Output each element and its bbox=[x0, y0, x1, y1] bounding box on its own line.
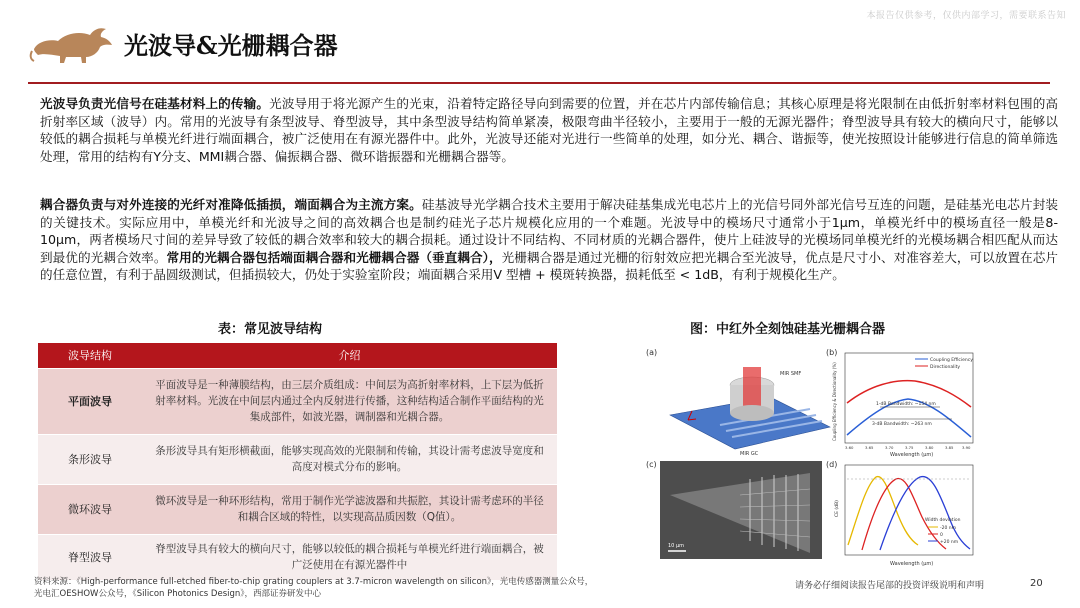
footer-source: 资料来源：《High-performance full-etched fiber-to-chip grating couplers at 3.7-micron wavelength on silicon》，光电传感器测量公众号，光电汇OESHOW公众号，《Silicon Photonics Design》，西部证券研发中心 bbox=[34, 577, 594, 599]
table-cell-name: 条形波导 bbox=[38, 434, 142, 484]
b-xtick: 3.75 bbox=[905, 445, 914, 450]
d-legend-item: +20 nm bbox=[940, 540, 959, 545]
b-xtick: 3.65 bbox=[865, 445, 874, 450]
bw1-label: 1-dB Bandwidth: ~154 nm bbox=[876, 402, 936, 407]
panel-d bbox=[826, 460, 973, 567]
page-number: 20 bbox=[1030, 578, 1043, 589]
grating-coupler-figure bbox=[640, 345, 985, 567]
figure-graphic bbox=[640, 345, 985, 567]
panel-a bbox=[646, 348, 830, 457]
panel-b-label: (b) bbox=[826, 348, 838, 357]
paragraph-coupler bbox=[40, 196, 1058, 284]
d-legend-item: 0 bbox=[940, 533, 943, 538]
table-cell-name: 微环波导 bbox=[38, 484, 142, 534]
paragraph-body: 硅基波导光学耦合技术主要用于解决硅基集成光电芯片上的光信号同外部光信号互连的问题，是硅基光电芯片封装的关键技术。实际应用中，单模光纤和光波导之间的高效耦合也是制约硅光子芯片规模化应用的一个难题。光波导中的模场尺寸通常小于1μm，单模光纤中的模场直径一般是8-10μm，两者模场尺寸间的差异导致了较低的耦合效率和较大的耦合损耗。通过设计不同结构、不同材质的光耦合器件，使片上硅波导的光模场同单模光纤的光模场耦合相匹配从而达到最优的光耦合效率。 bbox=[40, 197, 1059, 265]
waveguide-table bbox=[38, 343, 557, 580]
table-row bbox=[38, 434, 557, 484]
bull-logo-icon bbox=[28, 19, 116, 67]
paragraph-lead: 耦合器负责与对外连接的光纤对准降低插损，端面耦合为主流方案。 bbox=[40, 197, 422, 212]
paragraph-lead: 光波导负责光信号在硅基材料上的传输。 bbox=[40, 96, 270, 111]
paragraph-body-secondary: 光栅耦合器是通过光栅的衍射效应把光耦合至光波导，优点是尺寸小、对准容差大，可以放置在芯片的任意位置，有利于晶圆级测试，但插损较大，仍处于实验室阶段；端面耦合采用V 型槽 + 模斑转换器，损耗低至 < 1dB，有利于规模化生产。 bbox=[40, 249, 1059, 283]
panel-c-label: (c) bbox=[646, 460, 657, 469]
b-xtick: 3.80 bbox=[925, 445, 934, 450]
b-xlabel: Wavelength (μm) bbox=[890, 452, 934, 458]
table-cell-desc: 脊型波导具有较大的横向尺寸，能够以较低的耦合损耗与单模光纤进行端面耦合，被广泛使用在有源光器件中 bbox=[142, 534, 557, 580]
table-row bbox=[38, 484, 557, 534]
table-row bbox=[38, 534, 557, 580]
panel-d-label: (d) bbox=[826, 460, 838, 469]
b-xtick: 3.60 bbox=[845, 445, 854, 450]
d-legend-item: -20 nm bbox=[940, 526, 957, 531]
table-cell-desc: 条形波导具有矩形横截面，能够实现高效的光限制和传输，其设计需考虑波导宽度和高度对模式分布的影响。 bbox=[142, 434, 557, 484]
table-cell-name: 平面波导 bbox=[38, 368, 142, 434]
legend-b2: Directionality bbox=[930, 365, 961, 370]
table-cell-desc: 平面波导是一种薄膜结构，由三层介质组成：中间层为高折射率材料，上下层为低折射率材料。光波在中间层内通过全内反射进行传播，这种结构适合制作平面结构的光集成部件，如波光器，调制器和光耦合器。 bbox=[142, 368, 557, 434]
table-cell-desc: 微环波导是一种环形结构，常用于制作光学滤波器和共振腔，其设计需考虑环的半径和耦合区域的特性，以实现高品质因数（Q值）。 bbox=[142, 484, 557, 534]
table-header-cell: 波导结构 bbox=[38, 343, 142, 368]
table-cell-name: 脊型波导 bbox=[38, 534, 142, 580]
figure-caption: 图：中红外全刻蚀硅基光栅耦合器 bbox=[690, 322, 886, 337]
panel-c bbox=[646, 460, 822, 559]
footer-disclaimer: 请务必仔细阅读报告尾部的投资评级说明和声明 bbox=[795, 581, 985, 591]
d-xlabel: Wavelength (μm) bbox=[890, 561, 934, 567]
page-title: 光波导&光栅耦合器 bbox=[124, 30, 338, 60]
table-header-cell: 介绍 bbox=[142, 343, 557, 368]
paragraph-body: 光波导用于将光源产生的光束，沿着特定路径导向到需要的位置，并在芯片内部传输信息；其核心原理是将光限制在由低折射率材料包围的高折射率区域（波导）内。常用的光波导有条型波导、脊型波导，其中条型波导结构简单紧凑，极限弯曲半径较小，主要用于一般的无源光器件；脊型波导具有较大的横向尺寸，能够以较低的耦合损耗与单模光纤进行端面耦合，被广泛使用在有源光器件中。此外，光波导还能对光进行一些简单的处理，如分光、耦合、谐振等，使光按照设计能够进行信息的简单筛选处理，常用的结构有Y分支、MMI耦合器、偏振耦合器、微环谐振器和光栅耦合器等。 bbox=[40, 96, 1059, 164]
b-xtick: 3.70 bbox=[885, 445, 894, 450]
paragraph-waveguide bbox=[40, 95, 1058, 165]
scale-bar-label: 10 μm bbox=[668, 543, 685, 549]
panel-b bbox=[826, 348, 973, 458]
table-caption: 表：常见波导结构 bbox=[218, 322, 323, 337]
legend-b1: Coupling Efficiency bbox=[930, 358, 973, 363]
bw3-label: 3-dB Bandwidth: ~263 nm bbox=[872, 422, 932, 427]
page-header bbox=[28, 18, 1058, 68]
gc-label: MIR GC bbox=[740, 451, 759, 457]
panel-a-label: (a) bbox=[646, 348, 658, 357]
b-xtick: 3.90 bbox=[962, 445, 971, 450]
table-row bbox=[38, 368, 557, 434]
b-xtick: 3.85 bbox=[945, 445, 954, 450]
paragraph-lead-secondary: 常用的光耦合器包括端面耦合器和光栅耦合器（垂直耦合）， bbox=[166, 249, 502, 265]
fiber-label: MIR SMF bbox=[780, 371, 802, 377]
title-divider bbox=[28, 82, 1050, 84]
d-ylabel: CE (dB) bbox=[835, 500, 840, 517]
watermark: 本报告仅供参考，仅供内部学习，需要联系告知 bbox=[866, 11, 1066, 21]
table-header-row bbox=[38, 343, 557, 368]
b-ylabel: Coupling Efficiency & Directionality (%) bbox=[832, 362, 837, 441]
d-legend-title: Width deviation bbox=[925, 518, 961, 523]
